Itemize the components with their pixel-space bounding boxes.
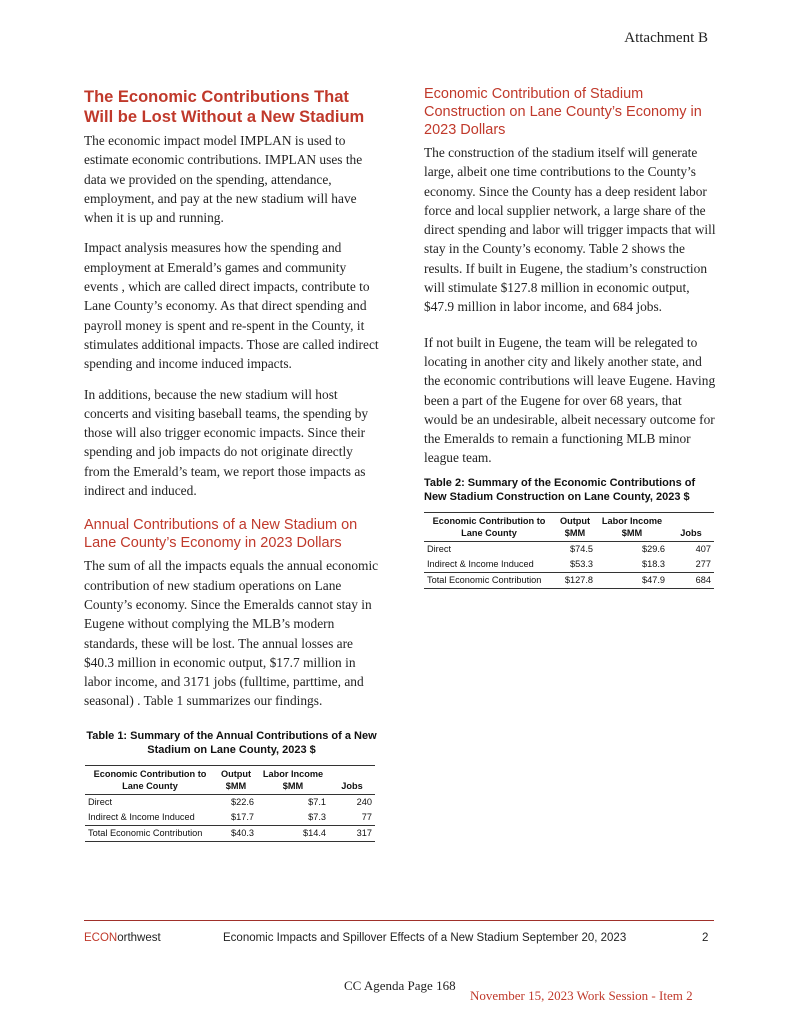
table-row (85, 794, 375, 810)
table-caption: Table 1: Summary of the Annual Contributions of a New Stadium on Lane County, 2023 $ (86, 729, 377, 756)
contributions-table (85, 765, 375, 842)
body-paragraph: If not built in Eugene, the team will be relegated to locating in another city and likely another state, and the economic contributions will leave Eugene. Having been a part of the Eugene for over 68 years, that would be an undesirable, albeit necessary outcome for the Emeralds to remain a functioning MLB minor league team. (424, 334, 716, 466)
table-header-row (85, 765, 375, 794)
table-cell: 277 (695, 558, 711, 569)
column-header: Output $MM (554, 512, 596, 541)
column-header: Economic Contribution to Lane County (424, 512, 554, 541)
table-cell: 240 (356, 796, 372, 807)
table-cell: $14.4 (257, 825, 329, 841)
work-session-stamp: November 15, 2023 Work Session - Item 2 (470, 988, 693, 1003)
column-header: Labor Income $MM (596, 512, 668, 541)
table-row (85, 810, 375, 826)
section-subtitle: Economic Contribution of Stadium Construction on Lane County’s Economy in 2023 Dollars (424, 86, 702, 138)
body-paragraph: The construction of the stadium itself will generate large, albeit one time contributions to the County’s economy. Since the County has a deep resident labor force and local supplier network, a large share of the direct spending and labor will trigger impacts that will stay in the County’s economy. Table 2 shows the results. If built in Eugene, the stadium’s construction will stimulate $127.8 million in economic output, $47.9 million in labor income, and 684 jobs. (424, 145, 716, 315)
body-paragraph: The sum of all the impacts equals the annual economic contribution of new stadium operations on Lane County’s economy. Since the Emeralds cannot stay in Eugene without complying the MLB’s modern standards, these will be lost. The annual losses are $40.3 million in economic output, $17.7 million in labor income, and 3171 jobs (fulltime, parttime, and seasonal) . Table 1 summarizes our findings. (84, 558, 379, 709)
left-column (84, 87, 379, 842)
construction-table (424, 512, 714, 589)
right-column (424, 85, 716, 589)
table-cell: $29.6 (642, 543, 665, 554)
footer-report-title: Economic Impacts and Spillover Effects of a New Stadium (223, 932, 519, 944)
table-cell: $127.8 (554, 572, 596, 588)
table-cell: $47.9 (596, 572, 668, 588)
table-cell: 407 (695, 543, 711, 554)
table-cell: Indirect & Income Induced (427, 558, 534, 569)
table-total-row (85, 825, 375, 841)
table-cell: $40.3 (215, 825, 257, 841)
body-paragraph: The economic impact model IMPLAN is used to estimate economic contributions. IMPLAN uses the data we provided on the spending, attendance, employment, and pay at the new stadium will have when it is up and running. (84, 133, 363, 226)
table-cell: $22.6 (231, 796, 254, 807)
table-cell: Direct (88, 796, 112, 807)
table-cell: $17.7 (231, 811, 254, 822)
column-header: Jobs (329, 765, 375, 794)
table-cell: 317 (329, 825, 375, 841)
brand-prefix: ECON (84, 932, 118, 944)
table-cell: Indirect & Income Induced (88, 811, 195, 822)
table-cell: 684 (668, 572, 714, 588)
table-row (424, 557, 714, 573)
table-cell: $7.1 (308, 796, 326, 807)
table-cell: Direct (427, 543, 451, 554)
table-caption: Table 2: Summary of the Economic Contributions of New Stadium Construction on Lane County, 2023 $ (424, 476, 696, 503)
column-header: Jobs (668, 512, 714, 541)
column-header: Economic Contribution to Lane County (85, 765, 215, 794)
footer-page-number: 2 (702, 932, 709, 944)
table-header-row (424, 512, 714, 541)
footer-brand (84, 932, 161, 944)
agenda-page-stamp: CC Agenda Page 168 (344, 978, 456, 993)
table-total-row (424, 572, 714, 588)
table-cell: $18.3 (642, 558, 665, 569)
column-header: Labor Income $MM (257, 765, 329, 794)
brand-suffix: orthwest (117, 932, 161, 944)
section-title: The Economic Contributions That Will be Lost Without a New Stadium (84, 88, 365, 126)
attachment-label: Attachment B (624, 30, 708, 46)
body-paragraph: Impact analysis measures how the spending and employment at Emerald’s games and community events , which are called direct impacts, contribute to Lane County’s economy. As that direct spending and payroll money is spent and re-spent in the County, it stimulates additional impacts. Those are called indirect spending and income induced impacts. (84, 240, 379, 372)
column-header: Output $MM (215, 765, 257, 794)
table-row (424, 541, 714, 557)
body-paragraph: In additions, because the new stadium will host concerts and visiting baseball teams, the spending by those will also trigger economic impacts. Since their spending and job impacts do not originate directly from the Emerald’s team, we report those impacts as indirect and induced. (84, 386, 369, 499)
table-cell: $7.3 (308, 811, 326, 822)
table-cell: $74.5 (570, 543, 593, 554)
table-cell: 77 (361, 811, 372, 822)
footer-date: September 20, 2023 (522, 932, 627, 944)
section-subtitle: Annual Contributions of a New Stadium on Lane County’s Economy in 2023 Dollars (84, 517, 358, 552)
table-cell: $53.3 (570, 558, 593, 569)
table-cell: Total Economic Contribution (85, 825, 215, 841)
footer-divider (84, 920, 714, 921)
table-cell: Total Economic Contribution (424, 572, 554, 588)
